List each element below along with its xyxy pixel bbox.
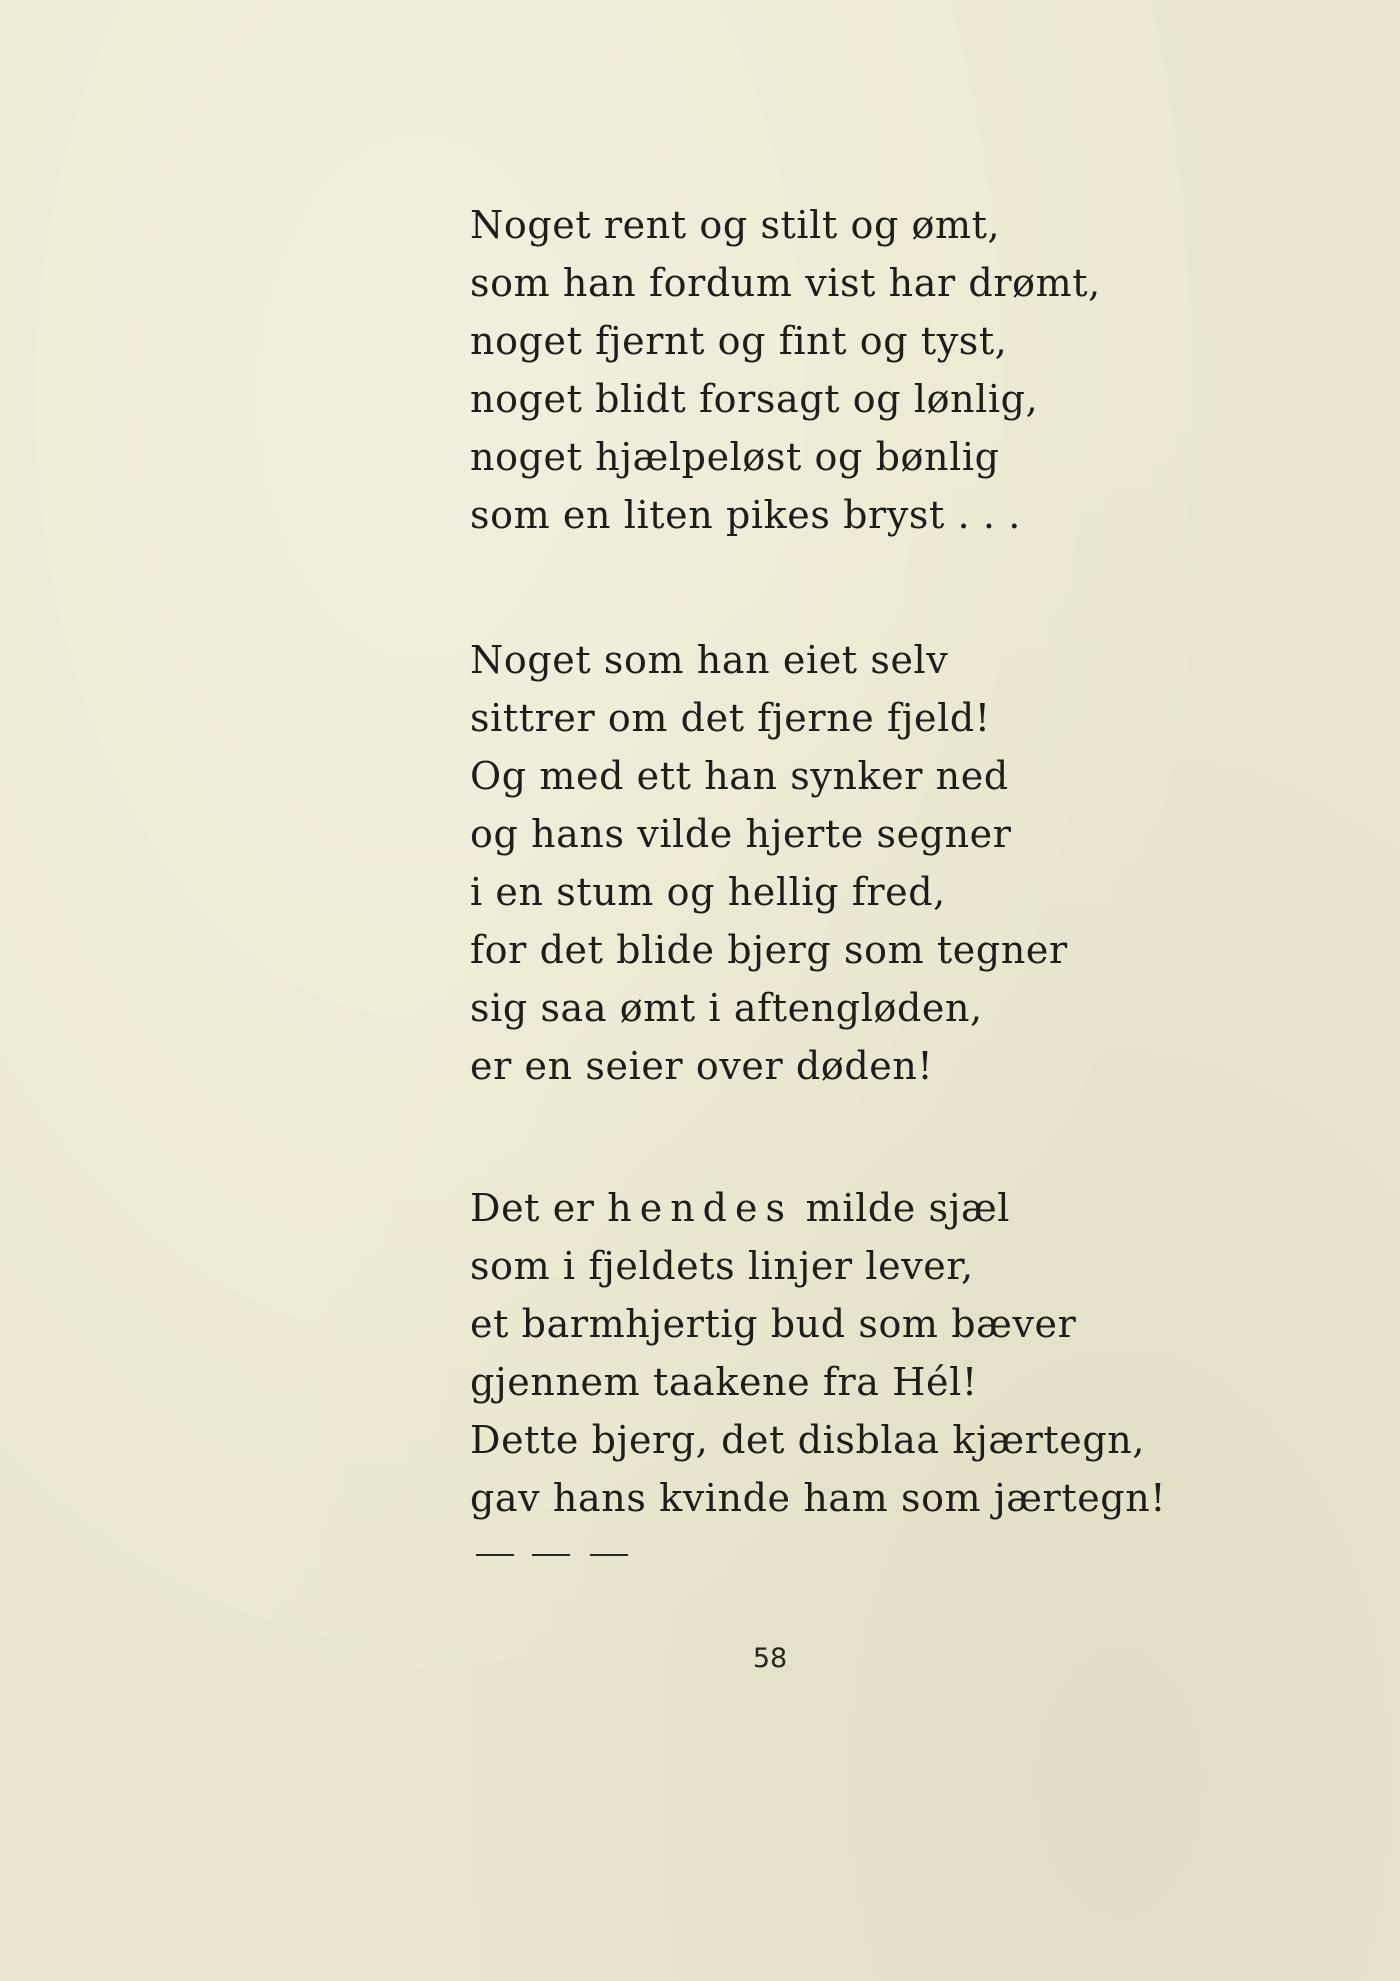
poem-line: i en stum og hellig fred,: [470, 870, 946, 914]
poem-text: Det er: [470, 1186, 608, 1230]
section-divider: [476, 1545, 628, 1565]
poem-line: og hans vilde hjerte segner: [470, 812, 1012, 856]
spaced-emphasis: hendes: [607, 1186, 793, 1230]
poem-stanza-1: [470, 196, 1101, 544]
divider-dash: [476, 1554, 514, 1556]
poem-stanza-2: [470, 631, 1068, 1095]
poem-line: Noget rent og stilt og ømt,: [470, 203, 1001, 247]
poem-line: noget hjælpeløst og bønlig: [470, 435, 1000, 479]
divider-dash: [590, 1554, 628, 1556]
poem-line: sittrer om det fjerne fjeld!: [470, 696, 991, 740]
poem-line: Noget som han eiet selv: [470, 638, 949, 682]
poem-line: gjennem taakene fra Hél!: [470, 1360, 978, 1404]
divider-dash: [532, 1554, 570, 1556]
poem-line: som en liten pikes bryst . . .: [470, 493, 1021, 537]
poem-line: sig saa ømt i aftengløden,: [470, 986, 983, 1030]
poem-text: milde sjæl: [793, 1186, 1011, 1230]
poem-line: er en seier over døden!: [470, 1044, 934, 1088]
poem-line: Dette bjerg, det disblaa kjærtegn,: [470, 1418, 1146, 1462]
poem-stanza-3: [470, 1179, 1166, 1527]
page-number: 58: [752, 1643, 788, 1674]
poem-line: som han fordum vist har drømt,: [470, 261, 1101, 305]
poem-line-with-emphasis: [470, 1179, 1166, 1237]
poem-line: for det blide bjerg som tegner: [470, 928, 1068, 972]
poem-line: noget fjernt og fint og tyst,: [470, 319, 1008, 363]
poem-line: et barmhjertig bud som bæver: [470, 1302, 1077, 1346]
poem-line: noget blidt forsagt og lønlig,: [470, 377, 1039, 421]
poem-line: som i fjeldets linjer lever,: [470, 1244, 974, 1288]
poem-line: gav hans kvinde ham som jærtegn!: [470, 1476, 1167, 1520]
poem-line: Og med ett han synker ned: [470, 754, 1009, 798]
